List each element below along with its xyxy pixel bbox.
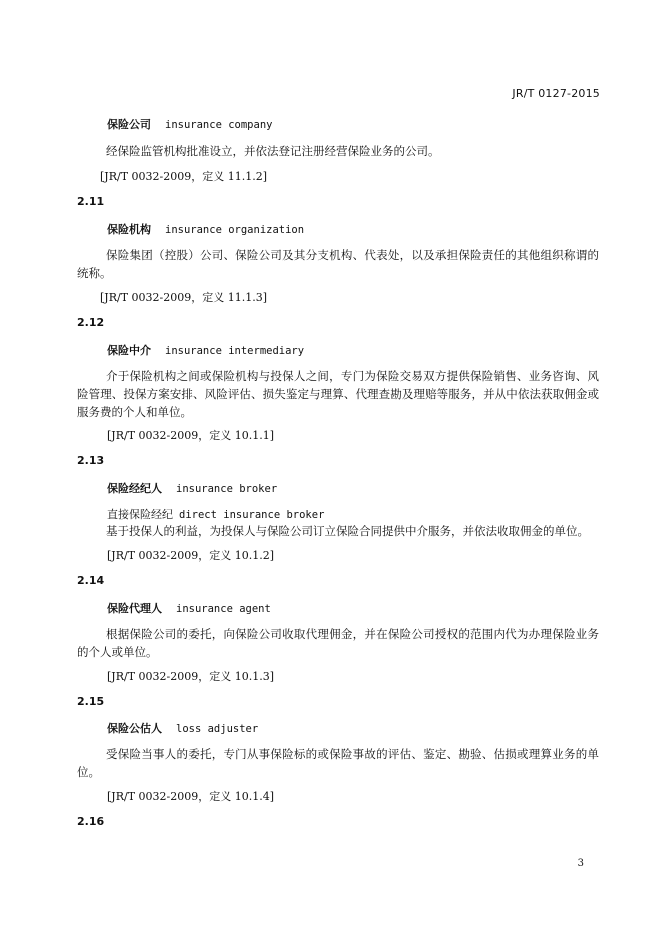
term-reference: [JR/T 0032-2009，定义 10.1.2]: [107, 549, 275, 562]
term-chinese: 保险公司: [107, 118, 151, 131]
term-chinese: 保险代理人: [107, 602, 162, 615]
synonym-english: direct insurance broker: [179, 509, 325, 521]
page-number: 3: [577, 858, 584, 869]
term-synonym: [107, 506, 324, 522]
clause-number: 2.12: [77, 316, 105, 329]
term-heading: [107, 720, 258, 736]
term-chinese: 保险中介: [107, 344, 151, 357]
term-definition: 受保险当事人的委托，专门从事保险标的或保险事故的评估、鉴定、勘验、估损或理算业务的单位。: [77, 747, 599, 779]
clause-number: 2.13: [77, 454, 105, 467]
term-reference: [JR/T 0032-2009，定义 10.1.4]: [107, 790, 275, 803]
term-reference: [JR/T 0032-2009，定义 10.1.3]: [107, 670, 275, 683]
term-english: insurance company: [165, 119, 273, 131]
term-english: insurance organization: [165, 224, 305, 236]
term-definition: 保险集团（控股）公司、保险公司及其分支机构、代表处，以及承担保险责任的其他组织称谓的统称。: [77, 248, 599, 280]
term-english: insurance intermediary: [165, 345, 305, 357]
term-heading: [107, 116, 272, 132]
term-english: insurance broker: [176, 483, 278, 495]
term-reference: [JR/T 0032-2009，定义 11.1.2]: [100, 170, 268, 183]
term-definition: 介于保险机构之间或保险机构与投保人之间，专门为保险交易双方提供保险销售、业务咨询、风险管理、投保方案安排、风险评估、损失鉴定与理算、代理查勘及理赔等服务，并从中依法获取佣金或服务费的个人和单位。: [77, 369, 599, 419]
document-code-header: JR/T 0127-2015: [512, 87, 600, 100]
term-heading: [107, 342, 304, 358]
clause-number: 2.11: [77, 195, 105, 208]
term-english: loss adjuster: [176, 723, 259, 735]
term-heading: [107, 221, 304, 237]
term-chinese: 保险经纪人: [107, 482, 162, 495]
term-definition: 根据保险公司的委托，向保险公司收取代理佣金，并在保险公司授权的范围内代为办理保险业务的个人或单位。: [77, 627, 599, 659]
term-reference: [JR/T 0032-2009，定义 11.1.3]: [100, 291, 268, 304]
term-chinese: 保险公估人: [107, 722, 162, 735]
clause-number: 2.16: [77, 815, 105, 828]
term-definition: 基于投保人的利益，为投保人与保险公司订立保险合同提供中介服务，并依法收取佣金的单位。: [106, 524, 589, 538]
term-chinese: 保险机构: [107, 223, 151, 236]
clause-number: 2.14: [77, 574, 105, 587]
term-reference: [JR/T 0032-2009，定义 10.1.1]: [107, 429, 275, 442]
term-english: insurance agent: [176, 603, 271, 615]
term-definition: 经保险监管机构批准设立，并依法登记注册经营保险业务的公司。: [106, 144, 440, 158]
synonym-chinese: 直接保险经纪: [107, 508, 173, 521]
clause-number: 2.15: [77, 695, 105, 708]
term-heading: [107, 600, 271, 616]
term-heading: [107, 480, 277, 496]
